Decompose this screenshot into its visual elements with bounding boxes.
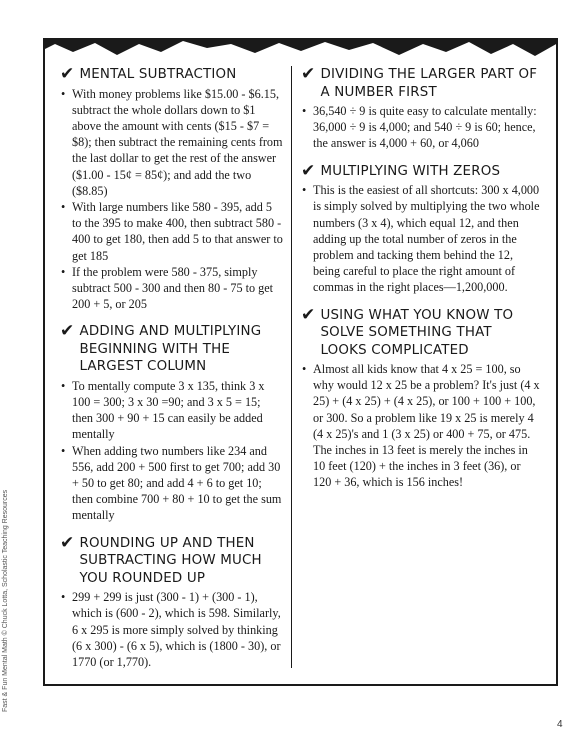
right-column — [301, 66, 541, 502]
section-using-what-you-know-to-solve-something-that-looks-complicated — [301, 304, 541, 491]
section-title: MENTAL SUBTRACTION — [79, 67, 237, 82]
checkmark-icon: ✔ — [60, 64, 75, 84]
bullet-item: • 36,540 ÷ 9 is quite easy to calculate mentally: 36,000 ÷ 9 is 4,000; and 540 ÷ 9 is 60; hence, the answer is 4,000 + 60, or 4,060 — [301, 103, 541, 152]
section-title: ADDING AND MULTIPLYING BEGINNING WITH THE LARGEST COLUMN — [79, 324, 262, 375]
bullet-item: • Almost all kids know that 4 x 25 = 100, so why would 12 x 25 be a problem? It's just (4 x 25) + (4 x 25) + (4 x 25), or 100 + 100 + 100, or 300. So a problem like 19 x 25 is merely 4 (4 x 25)'s and 1 (3 x 25) or 400 + 75, or 475. The inches in 13 feet is merely the inches in 10 feet (120) + the inches in 3 feet (36), or 120 + 36, which is 156 inches! — [301, 361, 541, 491]
section-multiplying-with-zeros — [301, 160, 541, 296]
checkmark-icon: ✔ — [301, 64, 316, 84]
bullet-list — [301, 182, 541, 295]
bullet-list — [60, 86, 283, 313]
checkmark-icon: ✔ — [301, 304, 316, 325]
bullet-list — [60, 378, 283, 524]
section-heading — [60, 323, 283, 376]
checkmark-icon: ✔ — [301, 160, 316, 181]
section-title: MULTIPLYING WITH ZEROS — [320, 163, 501, 179]
zigzag-border — [43, 38, 558, 62]
bullet-item: • 299 + 299 is just (300 - 1) + (300 - 1), which is (600 - 2), which is 598. Similarly, 6 x 295 is more simply solved by thinking (6 x 300) - (6 x 5), which is (1800 - 30), or 1770 (or 1,770). — [60, 589, 283, 670]
section-heading — [301, 66, 541, 101]
bullet-list — [301, 103, 541, 152]
side-credit: Fast & Fun Mental Math © Chuck Lotta, Scholastic Teaching Resources — [2, 489, 9, 712]
section-title: ROUNDING UP AND THEN SUBTRACTING HOW MUCH YOU ROUNDED UP — [79, 535, 262, 586]
bullet-item: • With large numbers like 580 - 395, add 5 to the 395 to make 400, then subtract 580 - 400 to get 180, then add 5 to that answer to get 185 — [60, 199, 283, 264]
bullet-item: • If the problem were 580 - 375, simply subtract 500 - 300 and then 80 - 75 to get 200 + 5, or 205 — [60, 264, 283, 313]
checkmark-icon: ✔ — [60, 321, 75, 342]
section-adding-and-multiplying-beginning-with-the-largest-column — [60, 323, 283, 523]
bullet-item: • To mentally compute 3 x 135, think 3 x 100 = 300; 3 x 30 =90; and 3 x 5 = 15; then 300 + 90 + 15 can easily be added mentally — [60, 378, 283, 443]
section-rounding-up-and-then-subtracting-how-much-you-rounded-up — [60, 532, 283, 671]
section-title: USING WHAT YOU KNOW TO SOLVE SOMETHING THAT LOOKS COMPLICATED — [320, 307, 514, 358]
page-number: 4 — [557, 719, 563, 730]
checkmark-icon: ✔ — [60, 532, 75, 553]
section-dividing-the-larger-part-of-a-number-first — [301, 66, 541, 152]
bullet-list — [60, 589, 283, 670]
section-heading — [60, 532, 283, 588]
left-column — [60, 66, 283, 681]
section-mental-subtraction — [60, 66, 283, 312]
section-heading — [301, 304, 541, 360]
bullet-item: • This is the easiest of all shortcuts: 300 x 4,000 is simply solved by multiplying the two whole numbers (3 x 4), which equal 12, and then adding up the total number of zeros in the problem and tacking them behind the 12, being careful to place the right amount of commas in the right places—1,200,000. — [301, 182, 541, 295]
section-heading — [301, 160, 541, 181]
bullet-item: • When adding two numbers like 234 and 556, add 200 + 500 first to get 700; add 30 + 50 to get 80; and add 4 + 6 to get 10; then combine 700 + 80 + 10 to get the sum mentally — [60, 443, 283, 524]
section-heading — [60, 66, 283, 84]
column-divider — [291, 66, 292, 668]
bullet-list — [301, 361, 541, 491]
bullet-item: • With money problems like $15.00 - $6.15, subtract the whole dollars down to $1 above the amount with cents ($15 - $7 = $8); then subtract the remaining cents from the last dollar to get the rest of the answer ($1.00 - 15¢ = 85¢); and add the two ($8.85) — [60, 86, 283, 199]
section-title: DIVIDING THE LARGER PART OF A NUMBER FIRST — [320, 67, 538, 100]
